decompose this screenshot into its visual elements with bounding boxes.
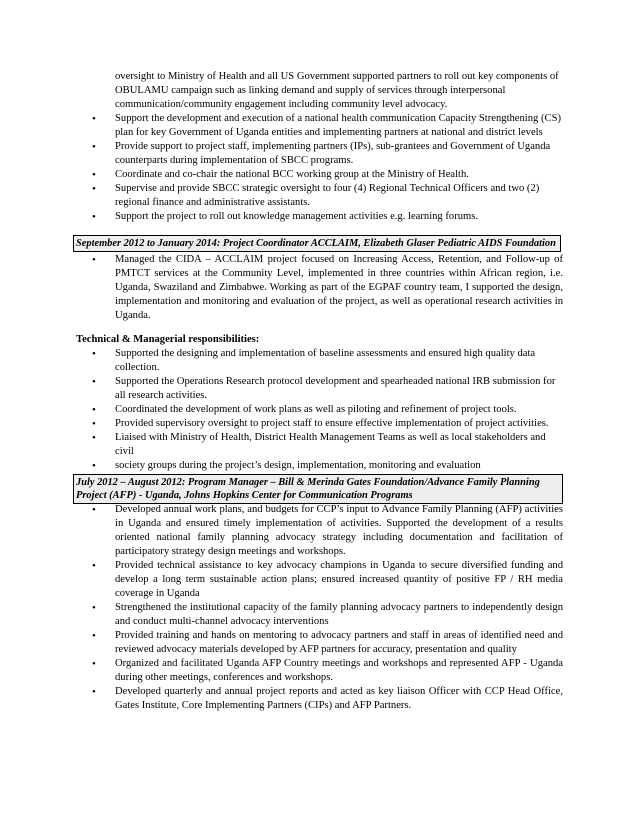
egpaf-summary-section xyxy=(73,253,563,323)
afp-responsibilities-section xyxy=(73,503,563,713)
list-item: • Organized and facilitated Uganda AFP Country meetings and workshops and represented AFP - Uganda during other meetings, conferences and workshops. xyxy=(73,657,563,685)
continued-line: oversight to Ministry of Health and all US Government supported partners to roll out key components of xyxy=(115,71,559,82)
list-item: • Liaised with Ministry of Health, District Health Management Teams as well as local stakeholders and civil xyxy=(73,431,563,459)
job-header-text: September 2012 to January 2014: Project Coordinator ACCLAIM, Elizabeth Glaser Pediatric AIDS Foundation xyxy=(76,238,556,249)
list-item: • Coordinated the development of work plans as well as piloting and refinement of project tools. xyxy=(73,403,563,417)
list-item: • Supervise and provide SBCC strategic oversight to four (4) Regional Technical Officers and two (2) regional finance and administrative assistants. xyxy=(73,182,563,210)
list-item: • Coordinate and co-chair the national BCC working group at the Ministry of Health. xyxy=(73,168,563,182)
list-item: • Developed quarterly and annual project reports and acted as key liaison Officer with CCP Head Office, Gates Institute, Core Implementing Partners (CIPs) and AFP Partners. xyxy=(73,685,563,713)
list-item: • Support the project to roll out knowledge management activities e.g. learning forums. xyxy=(73,210,563,224)
list-item: • Managed the CIDA – ACCLAIM project focused on Increasing Access, Retention, and Follow-up of PMTCT services at the Community Level, implemented in three countries within African region, i.e. Uganda, Swaziland and Zimbabwe. Working as part of the EGPAF country team, I supported the design, implementation and monitoring and evaluation of the project, as well as operational research activities in Uganda. xyxy=(73,253,563,323)
continued-line: communication/community engagement including community level advocacy. xyxy=(115,99,448,110)
list-item: • Supported the designing and implementation of baseline assessments and ensured high quality data collection. xyxy=(73,347,563,375)
list-item: • Support the development and execution of a national health communication Capacity Strengthening (CS) plan for key Government of Uganda entities and implementing partners at national and district levels xyxy=(73,112,563,140)
continued-text xyxy=(73,70,563,112)
continued-line: OBULAMU campaign such as linking demand and supply of services through interpersonal xyxy=(115,85,506,96)
job-header-afp xyxy=(73,474,563,504)
job-header-egpaf xyxy=(73,235,561,252)
list-item: • Provided supervisory oversight to project staff to ensure effective implementation of project activities. xyxy=(73,417,563,431)
job-header-text: July 2012 – August 2012: Program Manager – Bill & Merinda Gates Foundation/Advance Family Planning xyxy=(76,477,540,488)
list-item: • Developed annual work plans, and budgets for CCP’s input to Advance Family Planning (AFP) activities in Uganda and ensured timely implementation of activities. Supported the development of a results oriented national family planning advocacy strategy including documentation and facilitation of participatory strategy design meetings and workshops. xyxy=(73,503,563,559)
list-item: • Supported the Operations Research protocol development and spearheaded national IRB submission for all research activities. xyxy=(73,375,563,403)
section-subheading: Technical & Managerial responsibilities: xyxy=(76,334,260,345)
prior-role-bullets xyxy=(73,112,563,224)
prior-role-section xyxy=(73,70,563,224)
list-item: • Provided technical assistance to key advocacy champions in Uganda to secure diversified funding and develop a long term sustainable action plans; ensured increased quantity of positive FP / RH media coverage in Uganda xyxy=(73,559,563,601)
list-item: • society groups during the project’s design, implementation, monitoring and evaluation xyxy=(73,459,563,473)
list-item: • Strengthened the institutional capacity of the family planning advocacy partners to independently design and conduct multi-channel advocacy interventions xyxy=(73,601,563,629)
egpaf-responsibilities-section xyxy=(73,347,563,473)
job-header-text: Project (AFP) - Uganda, Johns Hopkins Center for Communication Programs xyxy=(76,490,413,501)
list-item: • Provide support to project staff, implementing partners (IPs), sub-grantees and Government of Uganda counterparts during implementation of SBCC programs. xyxy=(73,140,563,168)
list-item: • Provided training and hands on mentoring to advocacy partners and staff in areas of identified need and reviewed advocacy materials developed by AFP partners for accuracy, presentation and quality xyxy=(73,629,563,657)
